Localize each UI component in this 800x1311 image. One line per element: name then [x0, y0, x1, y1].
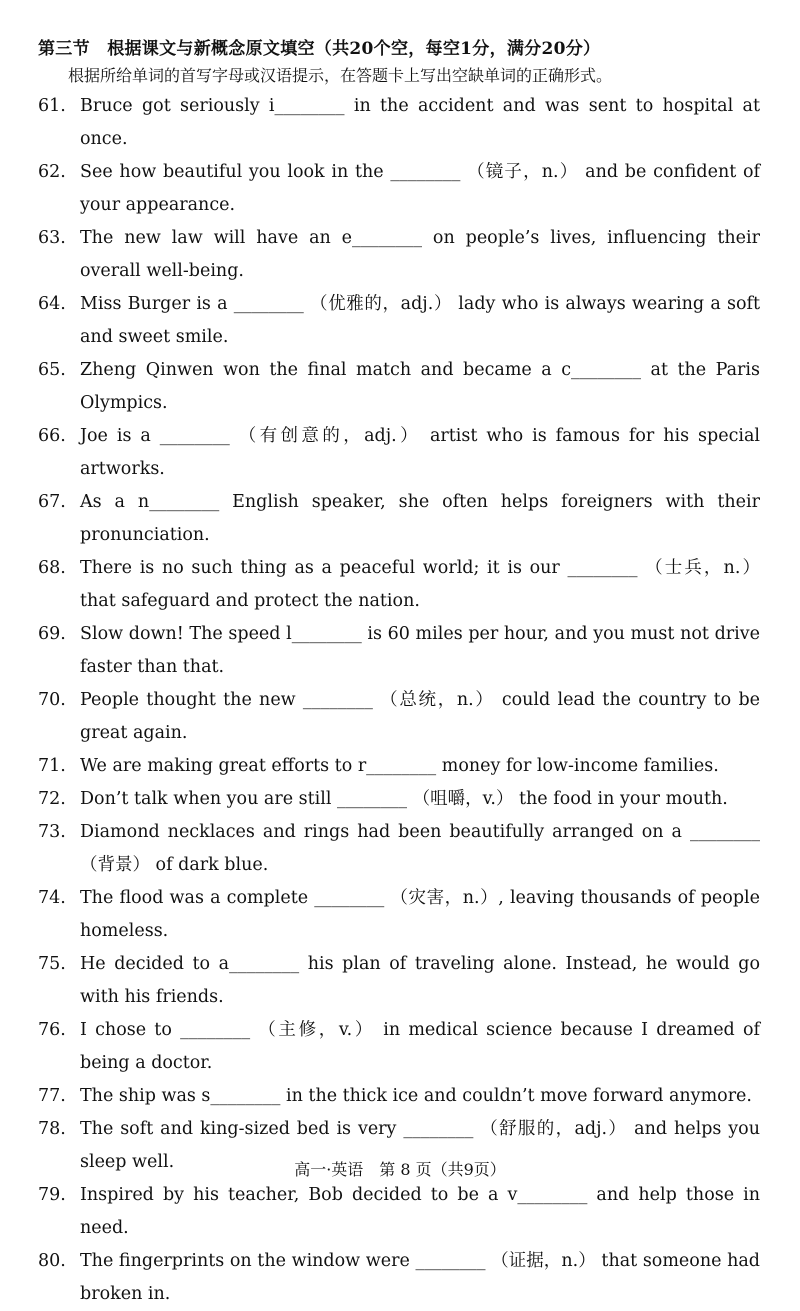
question-text: The ship was s________ in the thick ice and couldn’t move forward anymore. [80, 1086, 752, 1106]
question-item [38, 486, 760, 552]
question-number: 65. [38, 360, 66, 380]
question-item [38, 1179, 760, 1245]
question-text: Joe is a ________ （有创意的，adj.） artist who is famous for his special artworks. [80, 426, 760, 479]
question-text: The new law will have an e________ on people’s lives, influencing their overall well-being. [80, 228, 760, 281]
question-item [38, 1014, 760, 1080]
question-text: We are making great efforts to r________ money for low-income families. [80, 756, 719, 776]
question-text: The flood was a complete ________ （灾害，n.）, leaving thousands of people homeless. [80, 888, 760, 941]
question-text: There is no such thing as a peaceful world; it is our ________ （士兵，n.） that safeguard and protect the nation. [80, 558, 760, 611]
question-item [38, 750, 760, 783]
section-title: 第三节 根据课文与新概念原文填空（共20个空，每空1分，满分20分） [38, 39, 601, 59]
question-number: 67. [38, 492, 66, 512]
question-text: Bruce got seriously i________ in the accident and was sent to hospital at once. [80, 96, 760, 149]
question-item [38, 618, 760, 684]
question-item [38, 1245, 760, 1311]
question-item [38, 420, 760, 486]
question-number: 66. [38, 426, 66, 446]
question-number: 77. [38, 1086, 66, 1106]
question-item [38, 552, 760, 618]
question-number: 79. [38, 1185, 66, 1205]
question-number: 70. [38, 690, 66, 710]
question-number: 68. [38, 558, 66, 578]
question-text: See how beautiful you look in the ________ （镜子，n.） and be confident of your appearance. [80, 162, 760, 215]
question-text: People thought the new ________ （总统，n.） could lead the country to be great again. [80, 690, 760, 743]
question-item [38, 354, 760, 420]
question-item [38, 156, 760, 222]
question-item [38, 948, 760, 1014]
question-text: Slow down! The speed l________ is 60 miles per hour, and you must not drive faster than that. [80, 624, 760, 677]
question-text: Inspired by his teacher, Bob decided to be a v________ and help those in need. [80, 1185, 760, 1238]
section-instruction: 根据所给单词的首写字母或汉语提示，在答题卡上写出空缺单词的正确形式。 [68, 66, 613, 85]
question-text: Diamond necklaces and rings had been beautifully arranged on a ________（背景） of dark blue. [80, 822, 760, 875]
question-text: The fingerprints on the window were ________ （证据，n.） that someone had broken in. [80, 1251, 760, 1304]
question-text: He decided to a________ his plan of traveling alone. Instead, he would go with his friends. [80, 954, 760, 1007]
question-text: Don’t talk when you are still ________ （咀嚼，v.） the food in your mouth. [80, 789, 728, 809]
question-number: 73. [38, 822, 66, 842]
question-number: 71. [38, 756, 66, 776]
question-text: Miss Burger is a ________ （优雅的，adj.） lady who is always wearing a soft and sweet smile. [80, 294, 760, 347]
question-item [38, 1080, 760, 1113]
question-number: 62. [38, 162, 66, 182]
question-number: 78. [38, 1119, 66, 1139]
page-footer: 高一·英语 第 8 页（共9页） [294, 1160, 506, 1179]
question-item [38, 783, 760, 816]
question-text: As a n________ English speaker, she often helps foreigners with their pronunciation. [80, 492, 760, 545]
question-number: 63. [38, 228, 66, 248]
question-number: 61. [38, 96, 66, 116]
question-number: 64. [38, 294, 66, 314]
question-item [38, 288, 760, 354]
question-number: 76. [38, 1020, 66, 1040]
question-item [38, 816, 760, 882]
question-number: 75. [38, 954, 66, 974]
question-item [38, 882, 760, 948]
question-item [38, 90, 760, 156]
question-text: Zheng Qinwen won the final match and became a c________ at the Paris Olympics. [80, 360, 760, 413]
question-item [38, 222, 760, 288]
question-item [38, 684, 760, 750]
question-number: 80. [38, 1251, 66, 1271]
question-number: 74. [38, 888, 66, 908]
question-number: 69. [38, 624, 66, 644]
question-text: I chose to ________ （主修，v.） in medical science because I dreamed of being a doctor. [80, 1020, 760, 1073]
question-list [38, 90, 760, 1311]
question-text: The soft and king-sized bed is very ________ （舒服的，adj.） and helps you sleep well. [80, 1119, 760, 1172]
question-number: 72. [38, 789, 66, 809]
